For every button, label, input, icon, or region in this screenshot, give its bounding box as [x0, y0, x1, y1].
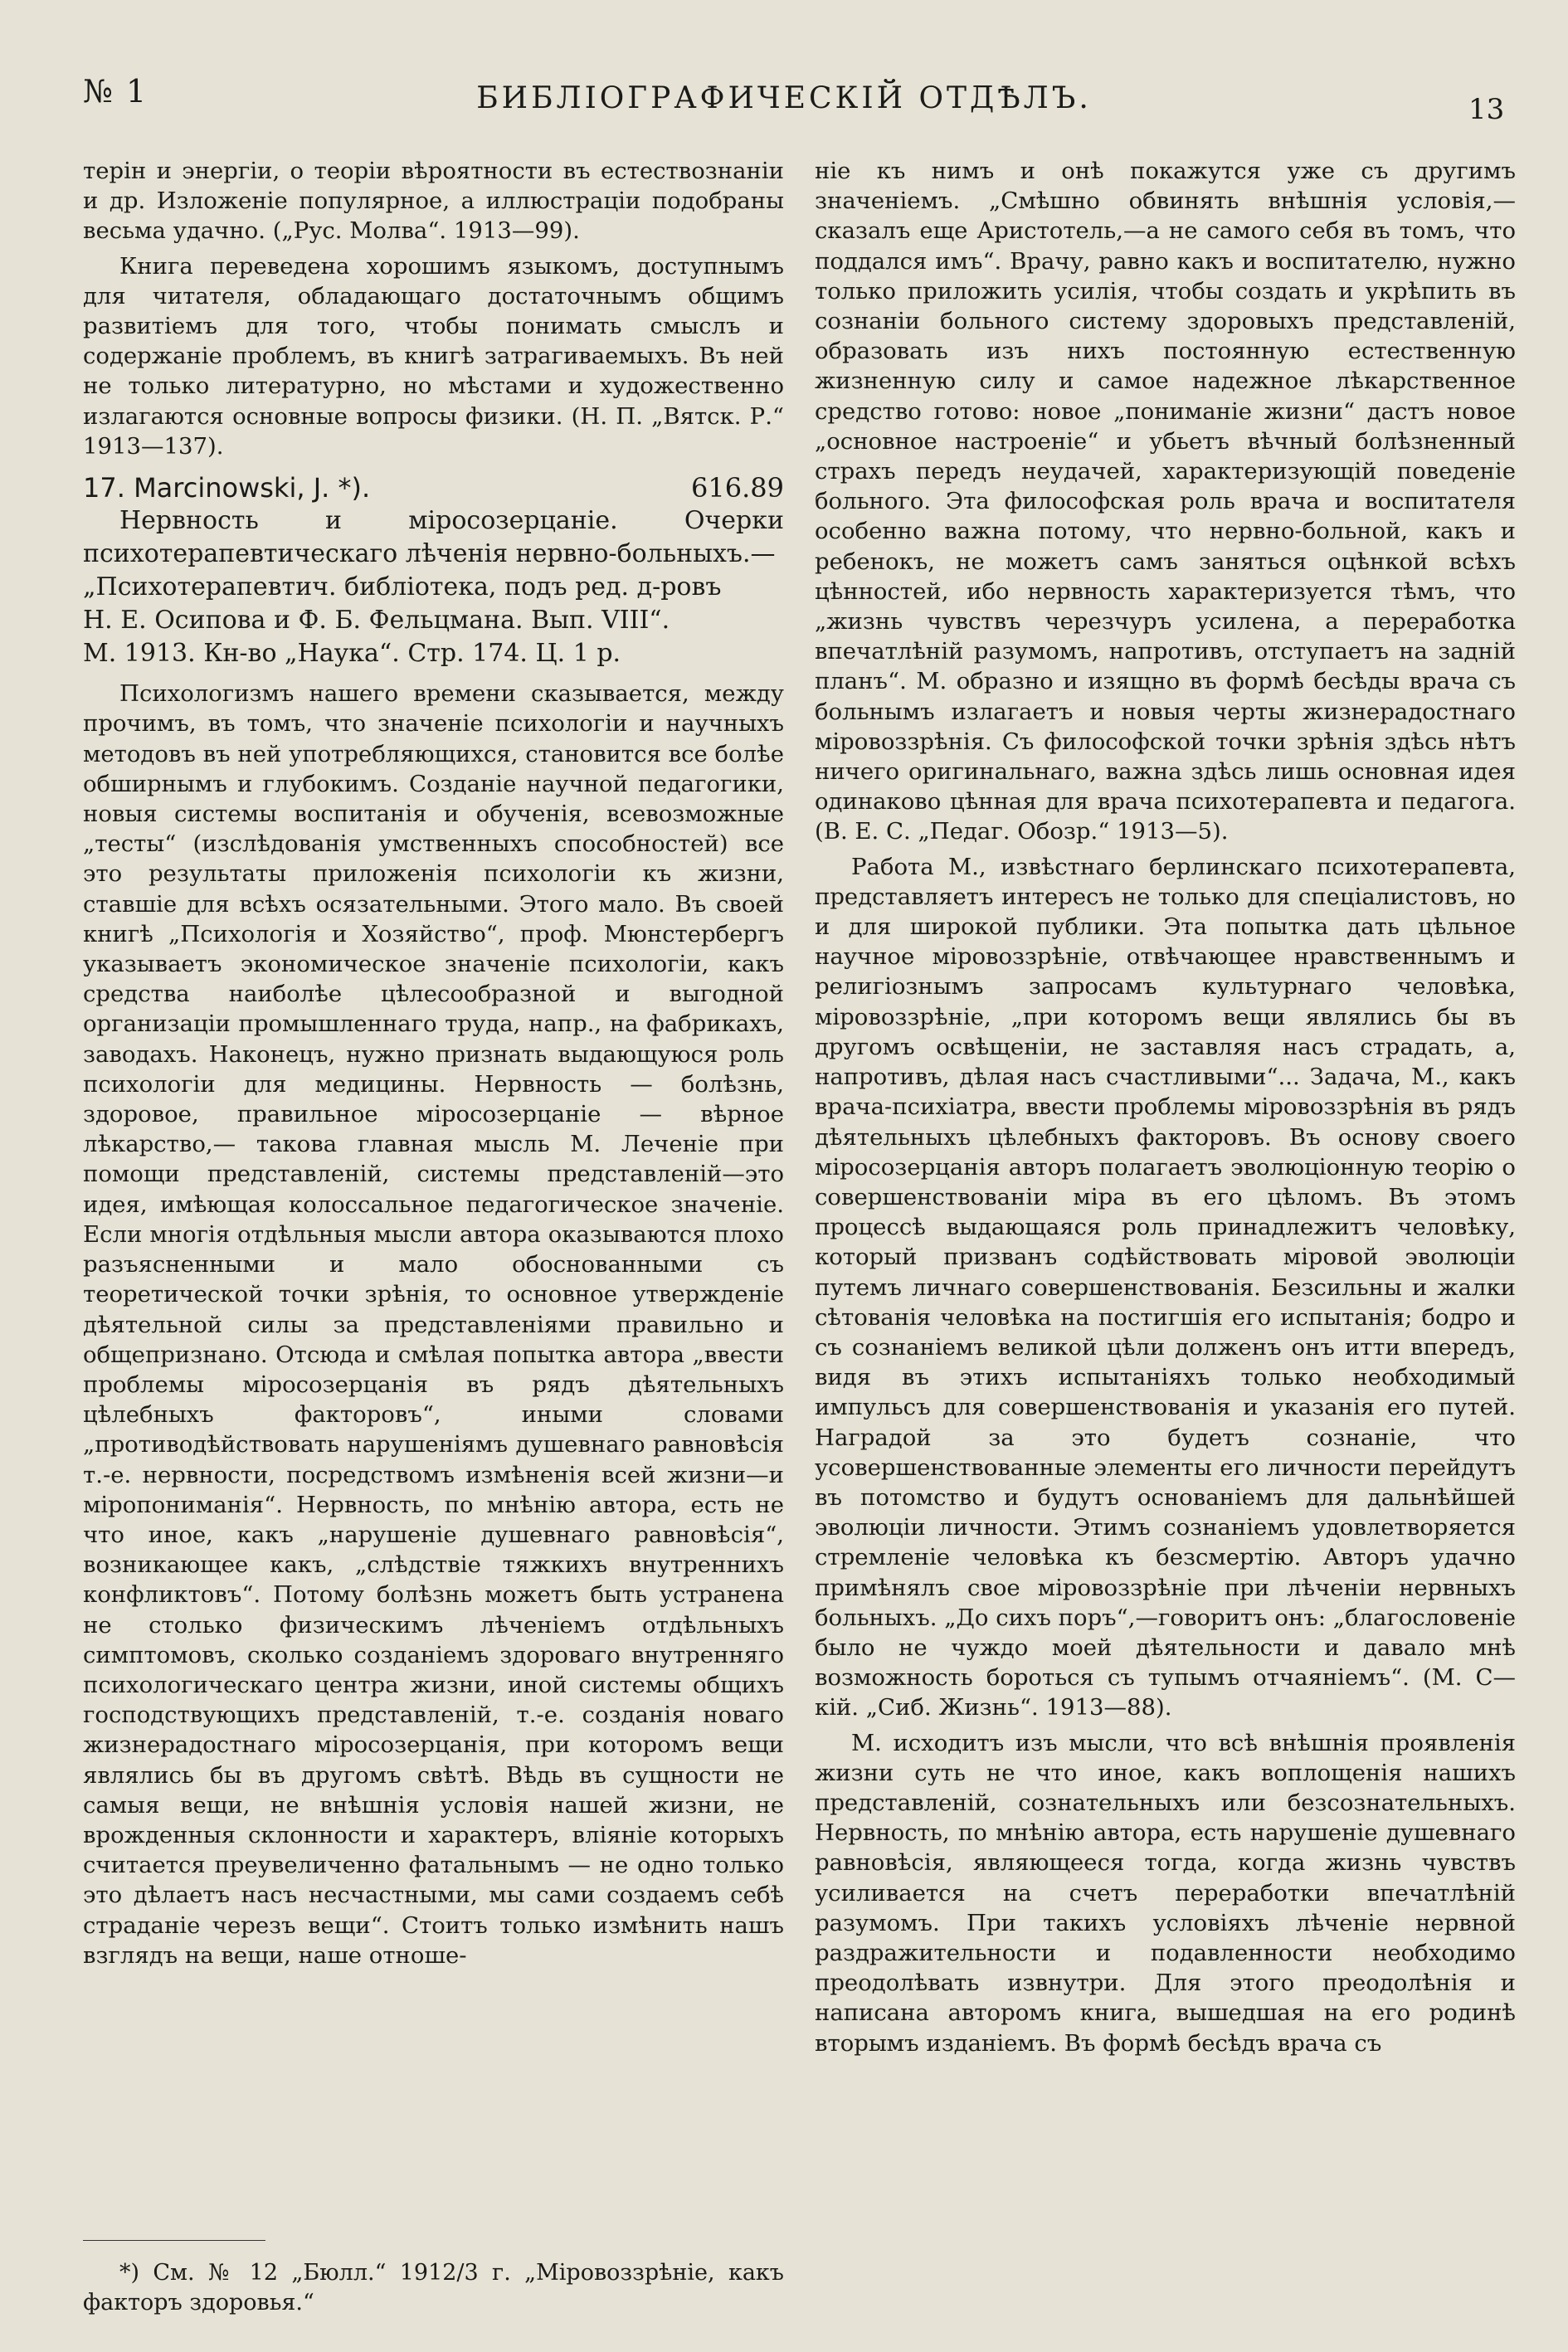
paragraph: ніе къ нимъ и онѣ покажутся уже съ другимъ значеніемъ. „Смѣшно обвинять внѣшнія условія,— сказалъ еще Аристотель,—а не самого себя въ томъ, что поддался имъ“. Врачу, равно какъ и воспитателю, нужно только приложить усилія, чтобы создать и укрѣпить въ сознаніи больного систему здоровыхъ представленій, образовать изъ нихъ постоянную естественную жизненную силу и самое надежное лѣкарственное средство готово: новое „пониманіе жизни“ дастъ новое „основное настроеніе“ и убьетъ вѣчный болѣзненный страхъ передъ неудачей, характеризующій поведеніе больного. Эта философская роль врача и воспитателя особенно важна потому, что нервно-больной, какъ и ребенокъ, не можетъ самъ заняться оцѣнкой всѣхъ цѣнностей, ибо нервность характеризуется тѣмъ, что „жизнь чувствъ черезчуръ усилена, а переработка впечатлѣній разумомъ, напротивъ, отступаетъ на задній планъ“. М. образно и изящно въ формѣ бесѣды врача съ больнымъ излагаетъ и новыя черты жизнерадостнаго міровоззрѣнія. Съ философской точки зрѣнія здѣсь нѣтъ ничего оригинальнаго, важна здѣсь лишь основная идея одинаково цѣнная для врача психотерапевта и педагога. (В. Е. С. „Педаг. Обозр.“ 1913—5). — [815, 158, 1516, 845]
paragraph: Психологизмъ нашего времени сказывается, между прочимъ, въ томъ, что значеніе психологіи и научныхъ методовъ въ ней употребляющихся, становится все болѣе обширнымъ и глубокимъ. Созданіе научной педагогики, новыя системы воспитанія и обученія, всевозможные „тесты“ (изслѣдованія умственныхъ способностей) все это результаты приложенія психологіи къ жизни, ставшіе для всѣхъ осязательными. Этого мало. Въ своей книгѣ „Психологія и Хозяйство“, проф. Мюнстербергъ указываетъ экономическое значеніе психологіи, какъ средства наиболѣе цѣлесообразной и выгодной организаціи промышленнаго труда, напр., на фабрикахъ, заводахъ. Наконецъ, нужно признать выдающуюся роль психологіи для медицины. Нервность — болѣзнь, здоровое, правильное міросозерцаніе — вѣрное лѣкарство,— такова главная мысль М. Леченіе при помощи представленій, системы представленій—это идея, имѣющая колоссальное педагогическое значеніе. Если многія отдѣльныя мысли автора оказываются плохо разъясненными и мало обоснованными съ теоретической точки зрѣнія, то основное утвержденіе дѣятельной силы за представленіями правильно и общепризнано. Отсюда и смѣлая попытка автора „ввести проблемы міросозерцанія въ рядъ дѣятельныхъ цѣлебныхъ факторовъ“, иными словами „противодѣйствовать нарушеніямъ душевнаго равновѣсія т.-е. нервности, посредствомъ измѣненія всей жизни—и міропониманія“. Нервность, по мнѣнію автора, есть не что иное, какъ „нарушеніе душевнаго равновѣсія“, возникающее какъ, „слѣдствіе тяжкихъ внутреннихъ конфликтовъ“. Потому болѣзнь можетъ быть устранена не столько физическимъ лѣченіемъ отдѣльныхъ симптомовъ, сколько созданіемъ здороваго внутренняго психологическаго центра жизни, иной системы общихъ господствующихъ представленій, т.-е. созданія новаго жизнерадостнаго міросозерцанія, при которомъ вещи являлись бы въ другомъ свѣтѣ. Вѣдь въ сущности не самыя вещи, не внѣшнія условія нашей жизни, не врожденныя склонности и характеръ, вліяніе которыхъ считается преувеличенно фатальнымъ — не одно только это дѣлаетъ насъ несчастными, мы сами создаемъ себѣ страданіе черезъ вещи“. Стоитъ только измѣнить нашъ взглядъ на вещи, наше отноше- — [83, 680, 784, 1969]
entry-heading — [83, 473, 784, 503]
footnote — [83, 2258, 784, 2318]
entry-classification: 616.89 — [691, 472, 784, 504]
entry-author: 17. Marcinowski, J. *). — [83, 472, 371, 504]
left-column — [83, 156, 784, 1970]
right-column — [815, 156, 1516, 2058]
book-imprint: М. 1913. Кн-во „Наука“. Стр. 174. Ц. 1 р. — [83, 639, 621, 669]
paragraph: М. исходитъ изъ мысли, что всѣ внѣшнія проявленія жизни суть не что иное, какъ воплощенія нашихъ представленій, сознательныхъ или безсознательныхъ. Нервность, по мнѣнію автора, есть нарушеніе душевнаго равновѣсія, являющееся тогда, когда жизнь чувствъ усиливается на счетъ переработки впечатлѣній разумомъ. При такихъ условіяхъ лѣченіе нервной раздражительности и подавленности необходимо преодолѣвать извнутри. Для этого преодолѣнія и написана авторомъ книга, вышедшая на его родинѣ вторымъ изданіемъ. Въ формѣ бесѣдъ врача съ — [815, 1729, 1516, 2057]
paragraph: Книга переведена хорошимъ языкомъ, доступнымъ для читателя, обладающаго достаточнымъ общимъ развитіемъ для того, чтобы понимать смыслъ и содержаніе проблемъ, въ книгѣ затрагиваемыхъ. Въ ней не только литературно, но мѣстами и художественно излагаются основные вопросы физики. (Н. П. „Вятск. Р.“ 1913—137). — [83, 252, 784, 460]
section-title: БИБЛІОГРАФИЧЕСКІЙ ОТДѢЛЪ. — [476, 81, 1092, 115]
footnote-text: *) См. № 12 „Бюлл.“ 1912/3 г. „Міровоззрѣніе, какъ факторъ здоровья.“ — [83, 2260, 784, 2315]
issue-number: № 1 — [83, 73, 149, 110]
footnote-rule — [83, 2240, 265, 2241]
paragraph: Работа М., извѣстнаго берлинскаго психотерапевта, представляетъ интересъ не только для спеціалистовъ, но и для широкой публики. Эта попытка дать цѣльное научное міровоззрѣніе, отвѣчающее нравственнымъ и религіознымъ запросамъ культурнаго человѣка, міровоззрѣніе, „при которомъ вещи являлись бы въ другомъ освѣщеніи, не заставляя насъ страдать, а, напротивъ, дѣлая насъ счастливыми“... Задача, М., какъ врача-психіатра, ввести проблемы міровоззрѣнія въ рядъ дѣятельныхъ цѣлебныхъ факторовъ. Въ основу своего міросозерцанія авторъ полагаетъ эволюціонную теорію о совершенствованіи міра въ его цѣломъ. Въ этомъ процессѣ выдающаяся роль принадлежитъ человѣку, который призванъ содѣйствовать міровой эволюціи путемъ личнаго совершенствованія. Безсильны и жалки сѣтованія человѣка на постигшія его испытанія; бодро и съ сознаніемъ великой цѣли долженъ онъ итти впередъ, видя въ этихъ испытаніяхъ только необходимый импульсъ для совершенствованія и указанія его путей. Наградой за это будетъ сознаніе, что усовершенствованные элементы его личности перейдутъ въ потомство и будутъ основаніемъ для дальнѣйшей эволюціи личности. Этимъ сознаніемъ удовлетворяется стремленіе человѣка къ безсмертію. Авторъ удачно примѣнялъ свое міровоззрѣніе при лѣченіи нервныхъ больныхъ. „До сихъ поръ“,—говоритъ онъ: „благословеніе было не чуждо моей дѣятельности и давало мнѣ возможность бороться съ тупымъ отчаяніемъ“. (М. С—кій. „Сиб. Жизнь“. 1913—88). — [815, 853, 1516, 1721]
paragraph: терін и энергіи, о теоріи вѣроятности въ естествознаніи и др. Изложеніе популярное, а иллюстраціи подобраны весьма удачно. („Рус. Молва“. 1913—99). — [83, 158, 784, 245]
book-series: „Психотерапевтич. библіотека, подъ ред. д-ровъ — [83, 572, 722, 602]
bibliographic-record — [83, 504, 784, 670]
page-number: 13 — [1468, 93, 1505, 126]
book-editors: Н. Е. Осипова и Ф. Б. Фельцмана. Вып. VIII“. — [83, 606, 670, 635]
book-title: Нервность и міросозерцаніе. Очерки психотерапевтическаго лѣченія нервно-больныхъ.— — [83, 506, 784, 569]
